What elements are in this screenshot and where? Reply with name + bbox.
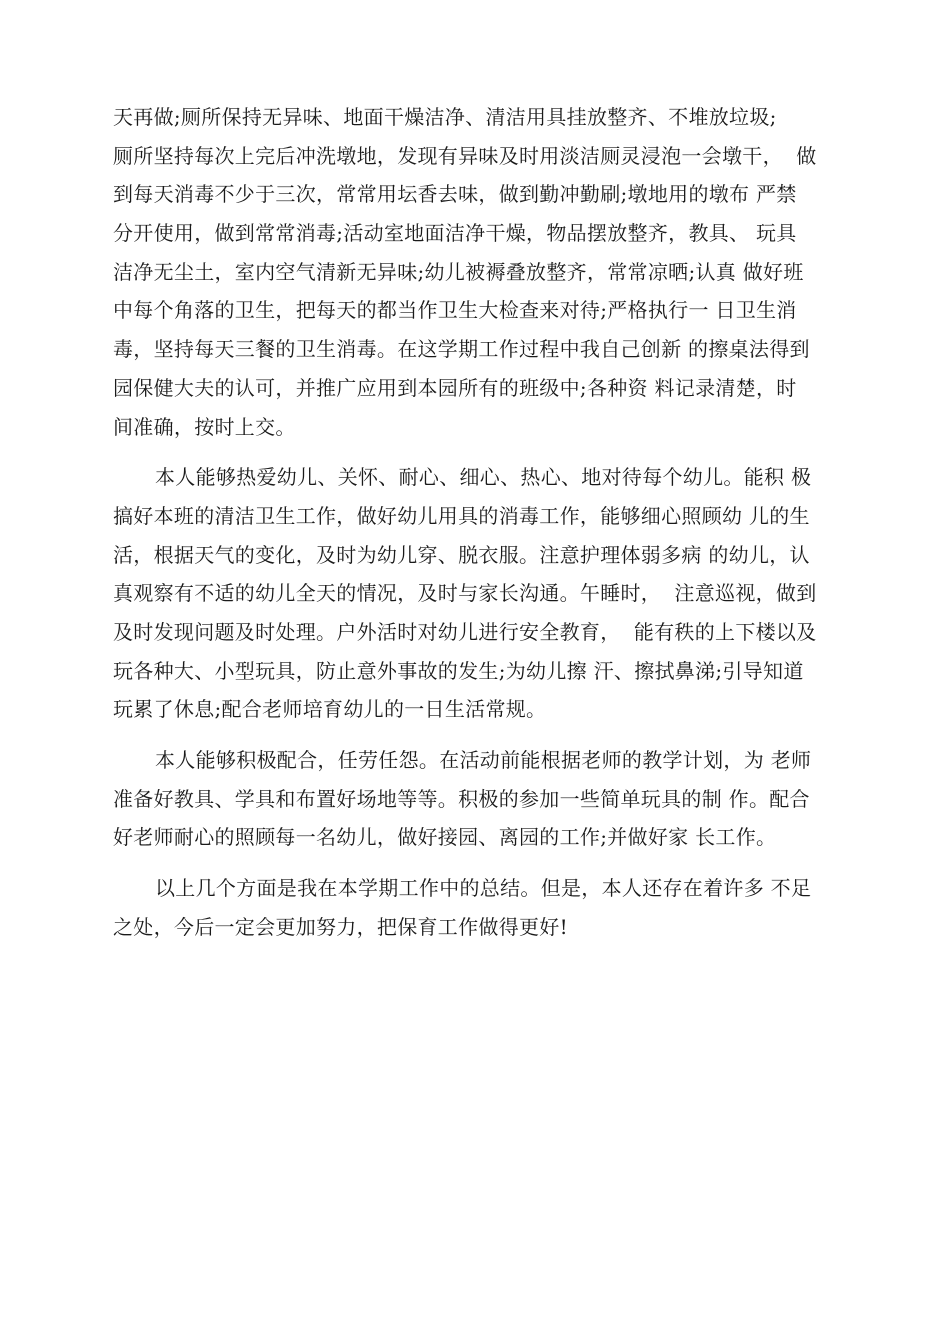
text-line: 真观察有不适的幼儿全天的情况，及时与家长沟通。午睡时， 注意巡视，做到 <box>113 581 817 606</box>
text-line: 洁净无尘土，室内空气清新无异味;幼儿被褥叠放整齐，常常凉晒;认真 做好班 <box>113 259 804 284</box>
document-body <box>113 98 853 946</box>
text-line: 到每天消毒不少于三次，常常用坛香去味，做到勤冲勤刷;墩地用的墩布 严禁 <box>113 182 797 207</box>
text-line: 玩累了休息;配合老师培育幼儿的一日生活常规。 <box>113 697 547 722</box>
text-line: 本人能够积极配合，任劳任怨。在活动前能根据老师的教学计划，为 老师 <box>155 748 812 772</box>
paragraph-gap <box>113 857 853 869</box>
text-line: 中每个角落的卫生，把每天的都当作卫生大检查来对待;严格执行一 日卫生消 <box>113 298 797 323</box>
text-line: 搞好本班的清洁卫生工作，做好幼儿用具的消毒工作，能够细心照顾幼 儿的生 <box>113 503 810 528</box>
text-line: 准备好教具、学具和布置好场地等等。积极的参加一些简单玩具的制 作。配合 <box>113 786 810 811</box>
text-line: 间准确，按时上交。 <box>113 414 296 439</box>
text-line: 毒，坚持每天三餐的卫生消毒。在这学期工作过程中我自己创新 的擦桌法得到 <box>113 337 810 362</box>
paragraph-child-care <box>113 458 853 729</box>
paragraph-summary <box>113 869 853 946</box>
text-line: 天再做;厕所保持无异味、地面干燥洁净、清洁用具挂放整齐、不堆放垃圾; <box>113 105 777 129</box>
paragraph-cooperation <box>113 741 853 857</box>
text-line: 活，根据天气的变化，及时为幼儿穿、脱衣服。注意护理体弱多病 的幼儿，认 <box>113 542 810 567</box>
text-line: 本人能够热爱幼儿、关怀、耐心、细心、热心、地对待每个幼儿。能积 极 <box>155 465 812 490</box>
text-line: 之处，今后一定会更加努力，把保育工作做得更好! <box>113 914 568 939</box>
text-line: 园保健大夫的认可，并推广应用到本园所有的班级中;各种资 料记录清楚，时 <box>113 375 797 400</box>
text-line: 以上几个方面是我在本学期工作中的总结。但是，本人还存在着许多 不足 <box>155 876 812 901</box>
paragraph-gap <box>113 729 853 741</box>
text-line: 好老师耐心的照顾每一名幼儿，做好接园、离园的工作;并做好家 长工作。 <box>113 825 777 850</box>
text-line: 及时发现问题及时处理。户外活时对幼儿进行安全教育， 能有秩的上下楼以及 <box>113 619 817 644</box>
text-line: 分开使用，做到常常消毒;活动室地面洁净干燥，物品摆放整齐，教具、 玩具 <box>113 221 797 246</box>
paragraph-hygiene <box>113 98 853 446</box>
paragraph-gap <box>113 446 853 458</box>
text-line: 玩各种大、小型玩具，防止意外事故的发生;为幼儿擦 汗、擦拭鼻涕;引导知道 <box>113 658 804 683</box>
text-line: 厕所坚持每次上完后冲洗墩地，发现有异味及时用淡洁厕灵浸泡一会墩干， 做 <box>113 143 817 168</box>
